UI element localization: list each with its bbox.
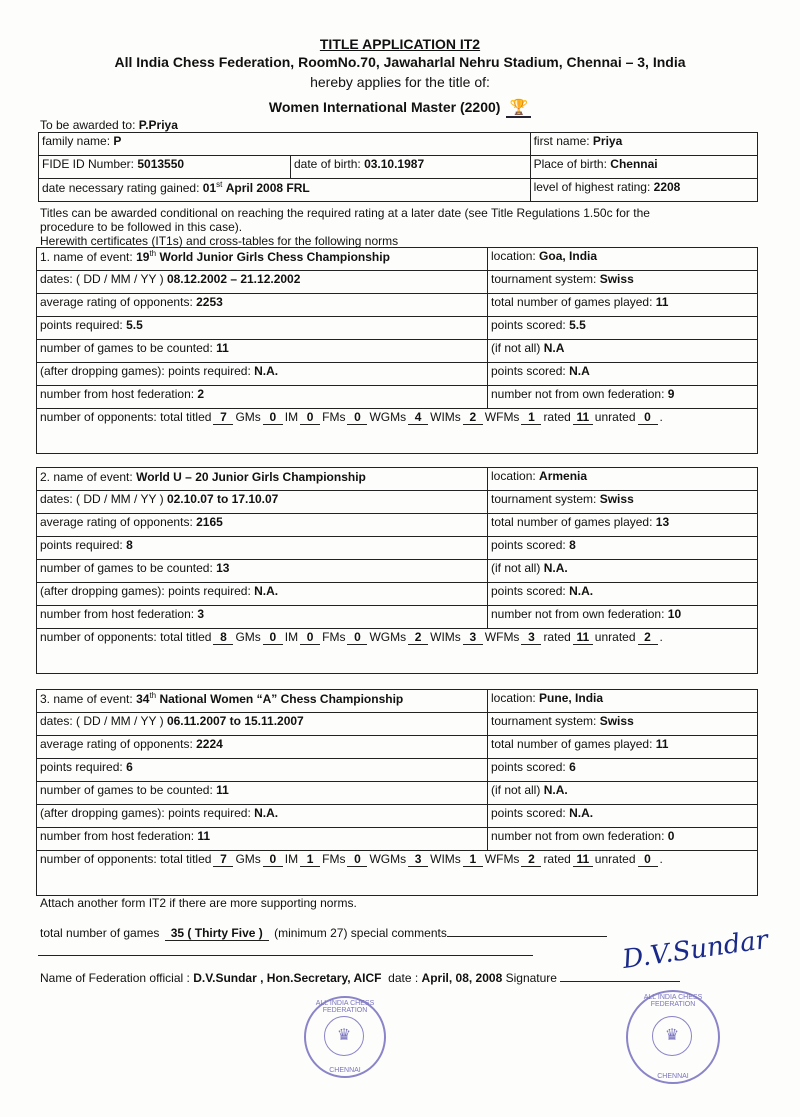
opp-wgms-value: 4 (408, 410, 428, 425)
attach-note: Attach another form IT2 if there are more supporting norms. (40, 896, 357, 910)
opp-titled-value: 7 (213, 852, 233, 867)
games-counted: 13 (216, 561, 230, 575)
opp-wfms-value: 3 (521, 630, 541, 645)
opp-unrated-value: 0 (638, 410, 658, 425)
drop-scored-cell: points scored: N.A (488, 363, 758, 386)
location: Goa, India (539, 249, 598, 263)
opp-wims-label: WIMs (430, 852, 461, 866)
opp-wgms-value: 3 (408, 852, 428, 867)
opp-gms-value: 0 (263, 410, 283, 425)
title-applied-text: Women International Master (2200) (268, 99, 501, 115)
dates: 02.10.07 to 17.10.07 (166, 492, 279, 506)
avg-rating: 2224 (196, 737, 223, 751)
points-required: 8 (126, 538, 133, 552)
opp-unrated-value: 0 (638, 852, 658, 867)
awarded-label: To be awarded to: (40, 118, 136, 132)
federation-seal: ALL INDIA CHESS FEDERATION ♛ CHENNAI (304, 996, 386, 1078)
fide-id-cell: FIDE ID Number: 5013550 (39, 156, 291, 179)
location-cell: location: Goa, India (488, 248, 758, 271)
games-played: 11 (655, 295, 669, 309)
points-scored: 8 (569, 538, 576, 552)
system-cell: tournament system: Swiss (488, 713, 758, 736)
opponents-cell: number of opponents: total titled 7 GMs 0 IM 0 FMs 0 WGMs 4 WIMs 2 WFMs 1 rated 11 unrated 0 . (37, 409, 758, 454)
opp-im-label: IM (284, 630, 299, 644)
points-required-cell: points required: 8 (37, 537, 488, 560)
dates: 08.12.2002 – 21.12.2002 (166, 272, 301, 286)
herewith-note: Herewith certificates (IT1s) and cross-tables for the following norms (40, 234, 399, 248)
not-own-federation-cell: number not from own federation: 0 (488, 828, 758, 851)
system-cell: tournament system: Swiss (488, 271, 758, 294)
conditional-note: Titles can be awarded conditional on reaching the required rating at a later date (see Title Regulations 1.50c for the (40, 206, 650, 220)
opp-wgms-value: 2 (408, 630, 428, 645)
opp-unrated-value: 2 (638, 630, 658, 645)
opponents-cell: number of opponents: total titled 7 GMs 0 IM 1 FMs 0 WGMs 3 WIMs 1 WFMs 2 rated 11 unrated 0 . (37, 851, 758, 896)
avg-rating-cell: average rating of opponents: 2224 (37, 736, 488, 759)
opp-gms-value: 0 (263, 852, 283, 867)
opp-im-value: 0 (300, 630, 320, 645)
applies-text: hereby applies for the title of: (310, 74, 490, 90)
family-name-cell: family name: P (39, 133, 531, 156)
opp-fms-label: FMs (322, 852, 346, 866)
opp-wfms-label: WFMs (484, 852, 520, 866)
not-own-federation: 0 (667, 829, 675, 843)
dob-cell: date of birth: 03.10.1987 (291, 156, 531, 179)
games-counted-cell: number of games to be counted: 11 (37, 782, 488, 805)
drop-scored-cell: points scored: N.A. (488, 805, 758, 828)
system: Swiss (599, 492, 634, 506)
event-name-cell: 1. name of event: 19th World Junior Girls Chess Championship (37, 248, 488, 271)
points-scored-cell: points scored: 5.5 (488, 317, 758, 340)
dates-cell: dates: ( DD / MM / YY ) 06.11.2007 to 15.11.2007 (37, 713, 488, 736)
games-played: 11 (655, 737, 669, 751)
avg-rating-cell: average rating of opponents: 2165 (37, 514, 488, 537)
points-scored: 5.5 (569, 318, 586, 332)
system: Swiss (599, 272, 634, 286)
drop-scored: N.A (569, 364, 590, 378)
opp-titled-value: 7 (213, 410, 233, 425)
opp-rated-value: 11 (573, 630, 593, 645)
points-scored-cell: points scored: 8 (488, 537, 758, 560)
opp-wgms-label: WGMs (369, 630, 407, 644)
opp-wims-value: 1 (463, 852, 483, 867)
event-name-cell: 3. name of event: 34th National Women “A” Chess Championship (37, 690, 488, 713)
opp-fms-label: FMs (322, 410, 346, 424)
points-scored-cell: points scored: 6 (488, 759, 758, 782)
total-games-value: 35 ( Thirty Five ) (165, 926, 269, 941)
first-name-cell: first name: Priya (530, 133, 757, 156)
opp-unrated-label: unrated (594, 852, 636, 866)
pob-cell: Place of birth: Chennai (530, 156, 757, 179)
opp-wfms-label: WFMs (484, 630, 520, 644)
applicant-table (38, 132, 758, 202)
opp-unrated-label: unrated (594, 410, 636, 424)
event-name: National Women “A” Chess Championship (159, 692, 404, 706)
event-name: World U – 20 Junior Girls Championship (136, 470, 366, 484)
not-own-federation: 10 (667, 607, 682, 621)
if-not-all-cell: (if not all) N.A. (488, 560, 758, 583)
not-own-federation: 9 (667, 387, 675, 401)
opp-rated-label: rated (543, 630, 571, 644)
opp-im-value: 1 (300, 852, 320, 867)
games-counted-cell: number of games to be counted: 11 (37, 340, 488, 363)
opp-rated-value: 11 (573, 852, 593, 867)
opp-im-label: IM (284, 852, 299, 866)
points-required: 5.5 (126, 318, 143, 332)
opp-im-value: 0 (300, 410, 320, 425)
opp-wgms-label: WGMs (369, 410, 407, 424)
opp-wims-label: WIMs (430, 410, 461, 424)
location-cell: location: Armenia (488, 468, 758, 491)
system: Swiss (599, 714, 634, 728)
host-federation-cell: number from host federation: 11 (37, 828, 488, 851)
opp-rated-value: 11 (573, 410, 593, 425)
system-cell: tournament system: Swiss (488, 491, 758, 514)
event-name-cell: 2. name of event: World U – 20 Junior Girls Championship (37, 468, 488, 491)
points-scored: 6 (569, 760, 576, 774)
event-table-2 (36, 467, 758, 674)
opp-wims-label: WIMs (430, 630, 461, 644)
opp-fms-label: FMs (322, 630, 346, 644)
drop-scored: N.A. (569, 806, 594, 820)
not-own-federation-cell: number not from own federation: 10 (488, 606, 758, 629)
if-not-all: N.A. (543, 561, 568, 575)
drop-required-cell: (after dropping games): points required: N.A. (37, 805, 488, 828)
document-title: TITLE APPLICATION IT2 (319, 36, 481, 52)
total-games-line: total number of games 35 ( Thirty Five ) (minimum 27) special comments (40, 926, 607, 941)
awarded-value: P.Priya (138, 118, 178, 132)
opp-gms-value: 0 (263, 630, 283, 645)
host-federation: 2 (197, 387, 205, 401)
if-not-all-cell: (if not all) N.A (488, 340, 758, 363)
not-own-federation-cell: number not from own federation: 9 (488, 386, 758, 409)
federation-seal-2: ALL INDIA CHESS FEDERATION ♛ CHENNAI (626, 990, 720, 1084)
opp-im-label: IM (284, 410, 299, 424)
host-federation-cell: number from host federation: 2 (37, 386, 488, 409)
drop-required-cell: (after dropping games): points required: N.A. (37, 583, 488, 606)
games-played-cell: total number of games played: 13 (488, 514, 758, 537)
games-counted: 11 (216, 341, 229, 355)
drop-required: N.A. (254, 364, 279, 378)
opp-gms-label: GMs (235, 630, 261, 644)
games-counted: 11 (216, 783, 229, 797)
opp-wims-value: 3 (463, 630, 483, 645)
games-played-cell: total number of games played: 11 (488, 736, 758, 759)
points-required: 6 (126, 760, 133, 774)
location: Armenia (539, 469, 588, 483)
opponents-cell: number of opponents: total titled 8 GMs 0 IM 0 FMs 0 WGMs 2 WIMs 3 WFMs 3 rated 11 unrated 2 . (37, 629, 758, 674)
opp-fms-value: 0 (347, 410, 367, 425)
drop-required-cell: (after dropping games): points required: N.A. (37, 363, 488, 386)
opp-wfms-value: 2 (521, 852, 541, 867)
signature: D.V.Sundar (620, 924, 770, 976)
dates-cell: dates: ( DD / MM / YY ) 02.10.07 to 17.10.07 (37, 491, 488, 514)
opp-fms-value: 0 (347, 630, 367, 645)
opp-gms-label: GMs (235, 410, 261, 424)
opp-wims-value: 2 (463, 410, 483, 425)
event-table-1 (36, 247, 758, 454)
avg-rating: 2165 (196, 515, 223, 529)
opp-wfms-value: 1 (521, 410, 541, 425)
title-applied (0, 98, 800, 118)
drop-required: N.A. (254, 806, 279, 820)
points-required-cell: points required: 5.5 (37, 317, 488, 340)
drop-scored-cell: points scored: N.A. (488, 583, 758, 606)
highest-rating-cell: level of highest rating: 2208 (530, 179, 757, 202)
location: Pune, India (539, 691, 604, 705)
comments-line (38, 955, 533, 956)
opp-gms-label: GMs (235, 852, 261, 866)
opp-rated-label: rated (543, 410, 571, 424)
opp-rated-label: rated (543, 852, 571, 866)
opp-fms-value: 0 (347, 852, 367, 867)
drop-scored: N.A. (569, 584, 594, 598)
games-played: 13 (655, 515, 670, 529)
opp-unrated-label: unrated (594, 630, 636, 644)
host-federation: 3 (197, 607, 205, 621)
if-not-all: N.A. (543, 783, 568, 797)
location-cell: location: Pune, India (488, 690, 758, 713)
event-table-3 (36, 689, 758, 896)
opp-wfms-label: WFMs (484, 410, 520, 424)
official-line: Name of Federation official : D.V.Sundar , Hon.Secretary, AICF date : April, 08, 2008 Signature (40, 971, 680, 985)
federation-address: All India Chess Federation, RoomNo.70, Jawaharlal Nehru Stadium, Chennai – 3, India (114, 54, 686, 70)
awarded-to (40, 118, 178, 132)
opp-titled-value: 8 (213, 630, 233, 645)
dates: 06.11.2007 to 15.11.2007 (166, 714, 304, 728)
opp-wgms-label: WGMs (369, 852, 407, 866)
games-played-cell: total number of games played: 11 (488, 294, 758, 317)
drop-required: N.A. (254, 584, 279, 598)
dates-cell: dates: ( DD / MM / YY ) 08.12.2002 – 21.12.2002 (37, 271, 488, 294)
host-federation: 11 (197, 829, 211, 843)
games-counted-cell: number of games to be counted: 13 (37, 560, 488, 583)
points-required-cell: points required: 6 (37, 759, 488, 782)
if-not-all-cell: (if not all) N.A. (488, 782, 758, 805)
trophy-icon: 🏆 (506, 98, 531, 118)
rating-gained-cell: date necessary rating gained: 01st April 2008 FRL (39, 179, 531, 202)
conditional-note-2: procedure to be followed in this case). (40, 220, 243, 234)
event-name: World Junior Girls Chess Championship (159, 250, 390, 264)
host-federation-cell: number from host federation: 3 (37, 606, 488, 629)
avg-rating: 2253 (196, 295, 223, 309)
if-not-all: N.A (543, 341, 565, 355)
avg-rating-cell: average rating of opponents: 2253 (37, 294, 488, 317)
